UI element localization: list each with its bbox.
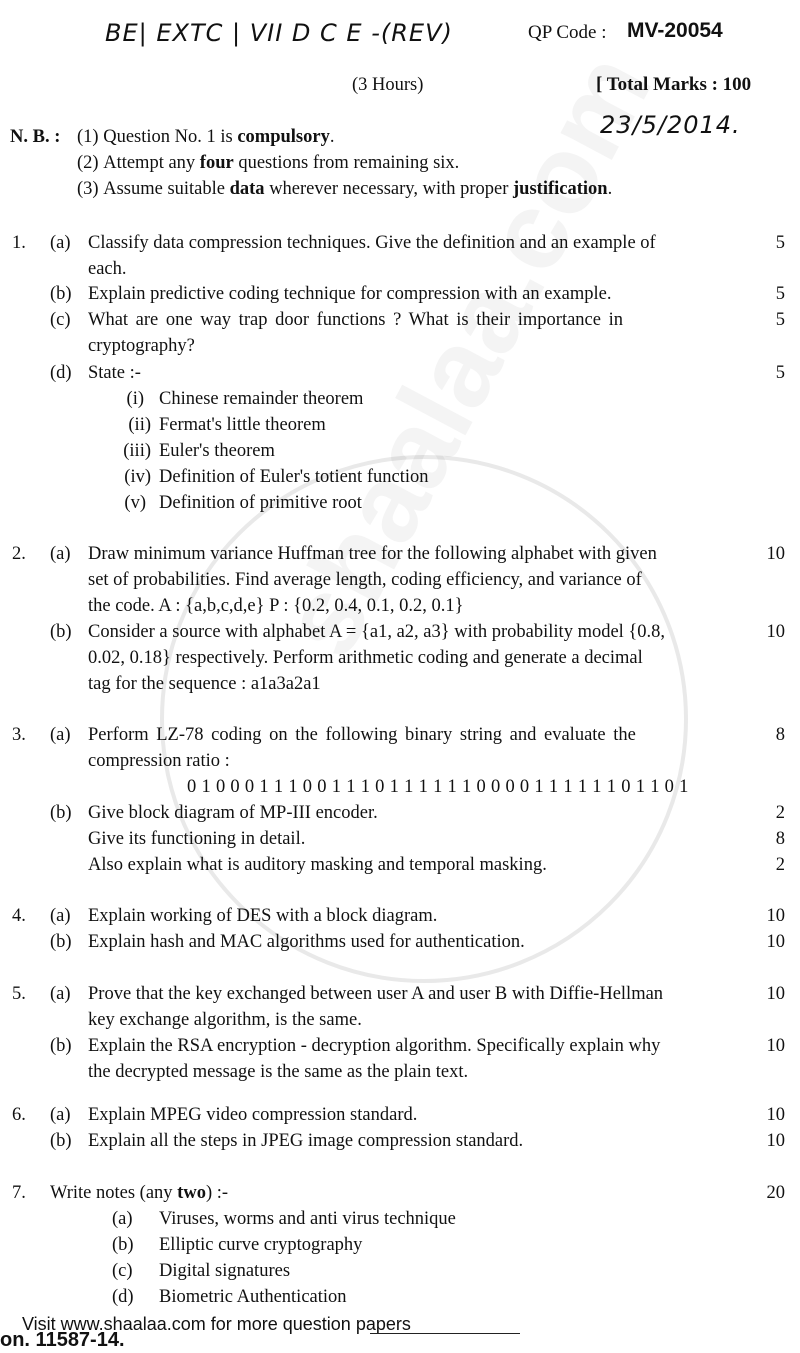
- q5a-line1: Prove that the key exchanged between user A and user B with Diffie-Hellman: [88, 984, 664, 1004]
- footer-visit-link[interactable]: Visit www.shaalaa.com for more question papers: [22, 1314, 411, 1334]
- handwritten-date: 23/5/2014.: [600, 111, 741, 139]
- footer-underline: [370, 1333, 520, 1334]
- q3b-marks1: 2: [775, 803, 785, 823]
- q3b-label: (b): [50, 803, 72, 823]
- q2b-label: (b): [50, 622, 72, 642]
- q3b-marks3: 2: [775, 855, 785, 875]
- q7-text: Write notes (any two) :-: [50, 1183, 229, 1203]
- q2-number: 2.: [12, 544, 26, 564]
- q1d-ii-text: Fermat's little theorem: [159, 415, 326, 435]
- q6b-label: (b): [50, 1131, 72, 1151]
- q2b-line1: Consider a source with alphabet A = {a1, a2, a3} with probability model {0.8,: [88, 622, 666, 642]
- q2a-marks: 10: [766, 544, 785, 564]
- q3b-line2: Give its functioning in detail.: [88, 829, 306, 849]
- q7-b-num: (b): [112, 1235, 134, 1255]
- q5b-line1: Explain the RSA encryption - decryption algorithm. Specifically explain why: [88, 1036, 661, 1056]
- note-2: (2) Attempt any four questions from remaining six.: [77, 153, 460, 173]
- q2a-label: (a): [50, 544, 71, 564]
- q3b-line1: Give block diagram of MP-III encoder.: [88, 803, 378, 823]
- notes-label: N. B. :: [10, 127, 61, 147]
- q5a-line2: key exchange algorithm, is the same.: [88, 1010, 362, 1030]
- q6a-label: (a): [50, 1105, 71, 1125]
- q1c-line1: What are one way trap door functions ? What is their importance in: [88, 310, 623, 330]
- q5b-line2: the decrypted message is the same as the plain text.: [88, 1062, 469, 1082]
- q5a-marks: 10: [766, 984, 785, 1004]
- q7-a-text: Viruses, worms and anti virus technique: [159, 1209, 456, 1229]
- q1d-marks: 5: [775, 363, 785, 383]
- q1d-iv-text: Definition of Euler's totient function: [159, 467, 429, 487]
- q1c-line2: cryptography?: [88, 336, 195, 356]
- q4b-marks: 10: [766, 932, 785, 952]
- q6a-text: Explain MPEG video compression standard.: [88, 1105, 418, 1125]
- q3-number: 3.: [12, 725, 26, 745]
- q1a-marks: 5: [775, 233, 785, 253]
- footer-code: on. 11587-14.: [0, 1329, 125, 1351]
- note-1: (1) Question No. 1 is compulsory.: [77, 127, 335, 147]
- q4a-text: Explain working of DES with a block diagram.: [88, 906, 438, 926]
- q7-c-num: (c): [112, 1261, 133, 1281]
- q5a-label: (a): [50, 984, 71, 1004]
- q7-marks: 20: [766, 1183, 785, 1203]
- q2b-line2: 0.02, 0.18} respectively. Perform arithmetic coding and generate a decimal: [88, 648, 643, 668]
- handwritten-course: BE| EXTC | VII D C E -(REV): [105, 19, 453, 47]
- q4b-label: (b): [50, 932, 72, 952]
- q3a-line1: Perform LZ-78 coding on the following binary string and evaluate the: [88, 725, 636, 745]
- q1b-marks: 5: [775, 284, 785, 304]
- q6-number: 6.: [12, 1105, 26, 1125]
- q4a-label: (a): [50, 906, 71, 926]
- q3a-bits: 0 1 0 0 0 1 1 1 0 0 1 1 1 0 1 1 1 1 1 1 0 0 0 0 1 1 1 1 1 1 0 1 1 0 1: [187, 777, 689, 797]
- note-3: (3) Assume suitable data wherever necessary, with proper justification.: [77, 179, 613, 199]
- q1c-marks: 5: [775, 310, 785, 330]
- duration: (3 Hours): [352, 75, 424, 95]
- q1d-i-num: (i): [126, 389, 144, 409]
- q7-d-text: Biometric Authentication: [159, 1287, 347, 1307]
- q7-a-num: (a): [112, 1209, 133, 1229]
- q1c-label: (c): [50, 310, 71, 330]
- q5b-marks: 10: [766, 1036, 785, 1056]
- q2b-marks: 10: [766, 622, 785, 642]
- q1b-text: Explain predictive coding technique for compression with an example.: [88, 284, 612, 304]
- q1d-iii-num: (iii): [123, 441, 151, 461]
- qp-code-label: QP Code :: [528, 22, 607, 43]
- q1a-line1: Classify data compression techniques. Give the definition and an example of: [88, 233, 656, 253]
- q1d-ii-num: (ii): [128, 415, 151, 435]
- q3a-marks: 8: [775, 725, 785, 745]
- q2b-line3: tag for the sequence : a1a3a2a1: [88, 674, 321, 694]
- q2a-line1: Draw minimum variance Huffman tree for the following alphabet with given: [88, 544, 657, 564]
- total-marks: [ Total Marks : 100: [596, 74, 752, 95]
- q1d-i-text: Chinese remainder theorem: [159, 389, 364, 409]
- q1d-iii-text: Euler's theorem: [159, 441, 275, 461]
- q1d-iv-num: (iv): [124, 467, 151, 487]
- q4a-marks: 10: [766, 906, 785, 926]
- q1a-label: (a): [50, 233, 71, 253]
- qp-code: MV-20054: [627, 19, 723, 42]
- q1a-line2: each.: [88, 259, 127, 279]
- q3b-line3: Also explain what is auditory masking and temporal masking.: [88, 855, 547, 875]
- q7-b-text: Elliptic curve cryptography: [159, 1235, 363, 1255]
- q1d-v-num: (v): [124, 493, 146, 513]
- q6a-marks: 10: [766, 1105, 785, 1125]
- q1d-v-text: Definition of primitive root: [159, 493, 362, 513]
- q4-number: 4.: [12, 906, 26, 926]
- q6b-text: Explain all the steps in JPEG image compression standard.: [88, 1131, 524, 1151]
- q4b-text: Explain hash and MAC algorithms used for authentication.: [88, 932, 525, 952]
- q1d-label: (d): [50, 363, 72, 383]
- q1b-label: (b): [50, 284, 72, 304]
- q3b-marks2: 8: [775, 829, 785, 849]
- q5-number: 5.: [12, 984, 26, 1004]
- q7-number: 7.: [12, 1183, 26, 1203]
- q1-number: 1.: [12, 233, 26, 253]
- q1d-text: State :-: [88, 363, 141, 383]
- q5b-label: (b): [50, 1036, 72, 1056]
- q7-c-text: Digital signatures: [159, 1261, 291, 1281]
- q3a-label: (a): [50, 725, 71, 745]
- q3a-line2: compression ratio :: [88, 751, 230, 771]
- q7-d-num: (d): [112, 1287, 134, 1307]
- q2a-line2: set of probabilities. Find average length, coding efficiency, and variance of: [88, 570, 642, 590]
- q6b-marks: 10: [766, 1131, 785, 1151]
- q2a-line3: the code. A : {a,b,c,d,e} P : {0.2, 0.4, 0.1, 0.2, 0.1}: [88, 596, 464, 616]
